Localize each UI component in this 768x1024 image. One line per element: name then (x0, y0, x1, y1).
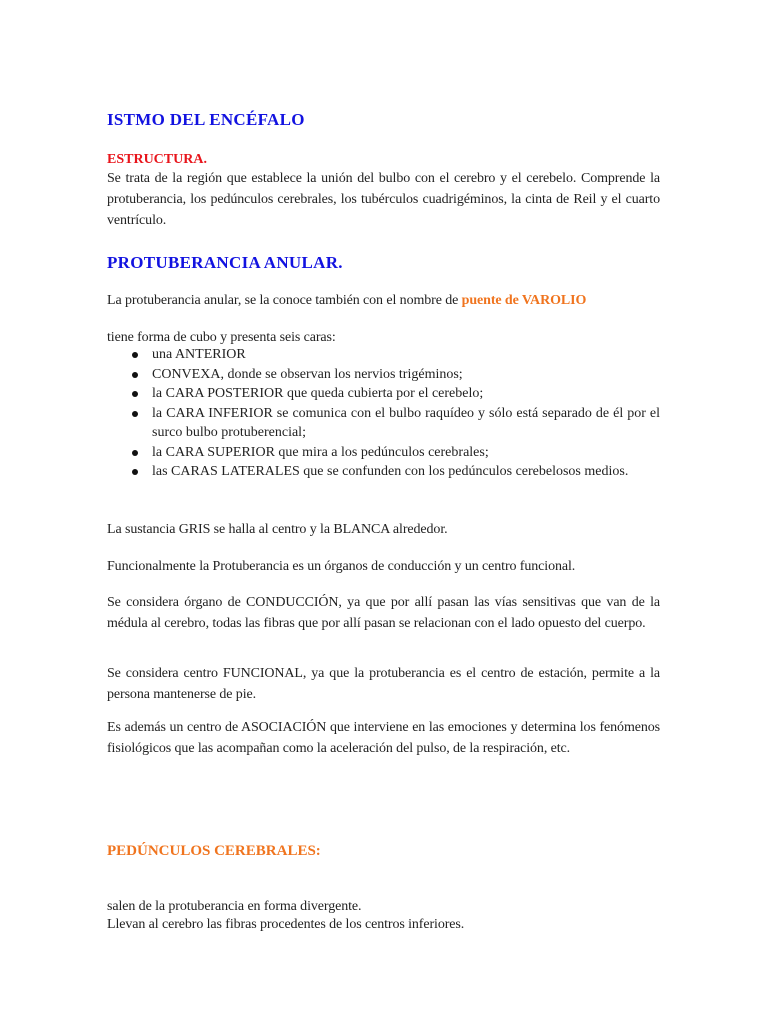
puente-varolio-highlight: puente de VAROLIO (461, 293, 587, 308)
caras-list (107, 345, 660, 482)
asociacion-paragraph: Es además un centro de ASOCIACIÓN que interviene en las emociones y determina los fenómenos fisiológicos que las acompañan como la aceleración del pulso, de la respiración, etc. (107, 720, 660, 756)
document-title: ISTMO DEL ENCÉFALO (107, 110, 305, 129)
list-item: una ANTERIOR (107, 345, 660, 365)
bullet-icon (132, 391, 138, 397)
list-item: la CARA INFERIOR se comunica con el bulbo raquídeo y sólo está separado de él por el surco bulbo protuberencial; (107, 404, 660, 443)
pedunculos-line-1: salen de la protuberancia en forma divergente. (107, 899, 362, 914)
bullet-icon (132, 411, 138, 417)
caras-intro: tiene forma de cubo y presenta seis caras: (107, 330, 336, 345)
estructura-heading: ESTRUCTURA. (107, 152, 207, 167)
list-item: CONVEXA, donde se observan los nervios trigéminos; (107, 365, 660, 385)
protuberancia-intro-text: La protuberancia anular, se la conoce también con el nombre de (107, 293, 462, 308)
bullet-icon (132, 372, 138, 378)
pedunculos-heading: PEDÚNCULOS CEREBRALES: (107, 843, 321, 859)
conduccion-paragraph: Se considera órgano de CONDUCCIÓN, ya que por allí pasan las vías sensitivas que van de la médula al cerebro, todas las fibras que por allí pasan se relacionan con el lado opuesto del cuerpo. (107, 595, 660, 631)
list-item: la CARA SUPERIOR que mira a los pedúnculos cerebrales; (107, 443, 660, 463)
sustancia-gris-paragraph: La sustancia GRIS se halla al centro y la BLANCA alrededor. (107, 522, 448, 537)
estructura-paragraph: Se trata de la región que establece la unión del bulbo con el cerebro y el cerebelo. Comprende la protuberancia, los pedúnculos cerebrales, los tubérculos cuadrigéminos, la cinta de Reil y el cuarto ventrículo. (107, 171, 660, 228)
pedunculos-line-2: Llevan al cerebro las fibras procedentes de los centros inferiores. (107, 917, 465, 932)
bullet-icon (132, 450, 138, 456)
funcionalmente-paragraph: Funcionalmente la Protuberancia es un órganos de conducción y un centro funcional. (107, 559, 576, 574)
protuberancia-heading: PROTUBERANCIA ANULAR. (107, 253, 343, 272)
bullet-icon (132, 469, 138, 475)
list-item: las CARAS LATERALES que se confunden con los pedúnculos cerebelosos medios. (107, 462, 660, 482)
list-item: la CARA POSTERIOR que queda cubierta por el cerebelo; (107, 384, 660, 404)
protuberancia-intro-paragraph (107, 290, 660, 311)
centro-funcional-paragraph: Se considera centro FUNCIONAL, ya que la protuberancia es el centro de estación, permite a la persona mantenerse de pie. (107, 666, 660, 702)
bullet-icon (132, 352, 138, 358)
